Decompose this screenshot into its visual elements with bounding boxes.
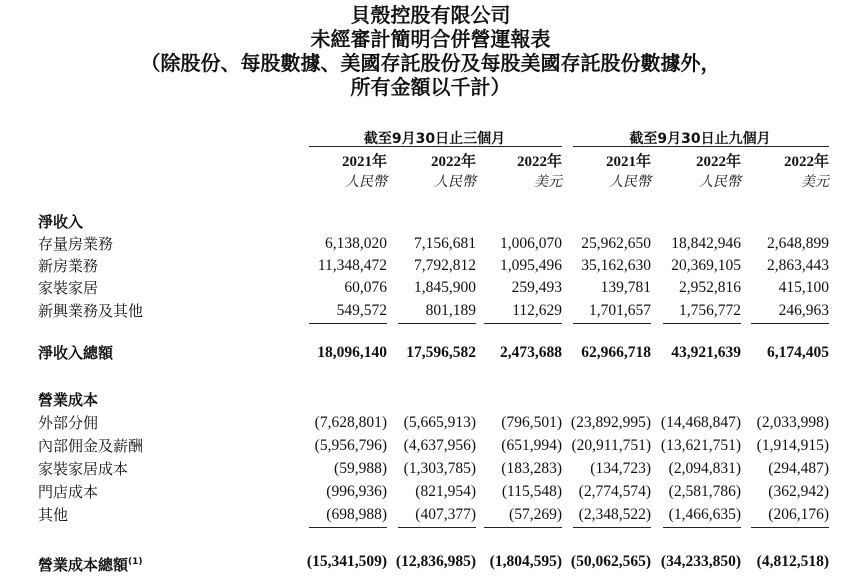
table-cell: (57,269) (509, 506, 562, 523)
table-cell: (4,812,518) (756, 553, 829, 570)
table-cell: (2,094,831) (668, 460, 741, 477)
table-cell: 1,845,900 (414, 279, 476, 296)
subtotal-rule (751, 527, 829, 528)
table-cell: 20,369,105 (671, 257, 741, 274)
column-year: 2022年 (783, 154, 829, 170)
table-cell: 17,596,582 (406, 344, 476, 361)
subtotal-rule (663, 323, 741, 324)
row-label (38, 234, 113, 254)
table-cell: (362,942) (768, 483, 829, 500)
table-cell: 1,095,496 (500, 257, 562, 274)
column-currency: 人民幣 (345, 174, 387, 190)
table-cell: 25,962,650 (581, 235, 651, 252)
table-cell: 1,756,772 (679, 302, 741, 319)
table-cell: (407,377) (415, 506, 476, 523)
column-currency: 美元 (801, 174, 829, 190)
table-cell: (14,468,847) (660, 414, 741, 431)
table-cell: 35,162,630 (581, 257, 651, 274)
table-cell: (7,628,801) (314, 414, 387, 431)
table-cell: 6,138,020 (325, 235, 387, 252)
table-cell: (134,723) (590, 460, 651, 477)
table-cell: (5,665,913) (403, 414, 476, 431)
row-label (38, 436, 143, 456)
footnote-marker: (1) (128, 557, 143, 567)
row-label-text: 外部分佣 (38, 414, 99, 432)
column-currency: 美元 (534, 174, 562, 190)
column-currency: 人民幣 (609, 174, 651, 190)
row-label-text: 其他 (38, 506, 69, 524)
column-year: 2022年 (516, 154, 562, 170)
subtotal-rule (484, 527, 562, 528)
subtotal-rule (398, 527, 476, 528)
period-header: 截至9月30日止九個月 (629, 131, 771, 147)
table-cell: (20,911,751) (571, 437, 651, 454)
period-header: 截至9月30日止三個月 (363, 131, 506, 147)
table-cell: (1,914,915) (756, 437, 829, 454)
row-label-text: 淨收入 (38, 213, 84, 231)
table-cell: (2,774,574) (578, 483, 651, 500)
subtotal-rule (309, 527, 387, 528)
row-label-text: 淨收入總額 (38, 344, 114, 362)
row-label-text: 門店成本 (38, 483, 99, 501)
table-cell: (2,348,522) (578, 506, 651, 523)
table-cell: 1,701,657 (589, 302, 651, 319)
table-cell: 139,781 (600, 279, 651, 296)
table-cell: 6,174,405 (767, 344, 829, 361)
row-label (38, 505, 68, 525)
row-label (38, 413, 98, 433)
table-cell: (34,233,850) (660, 553, 741, 570)
table-cell: (206,176) (768, 506, 829, 523)
subtotal-rule (751, 323, 829, 324)
table-cell: 415,100 (778, 279, 829, 296)
row-label (38, 256, 98, 276)
table-cell: 2,473,688 (500, 344, 562, 361)
table-cell: (1,466,635) (668, 506, 741, 523)
table-cell: 549,572 (336, 302, 387, 319)
period-underline (309, 146, 562, 147)
table-cell: 2,863,443 (767, 257, 829, 274)
table-cell: 259,493 (511, 279, 562, 296)
table-cell: (1,303,785) (403, 460, 476, 477)
table-cell: (115,548) (501, 483, 562, 500)
statement-name: 未經審計簡明合併營運報表 (310, 27, 551, 51)
table-cell: 2,952,816 (679, 279, 741, 296)
subtotal-rule (484, 323, 562, 324)
row-label (38, 552, 143, 575)
table-cell: (996,936) (326, 483, 387, 500)
period-underline (573, 146, 829, 147)
column-currency: 人民幣 (699, 174, 741, 190)
row-label-text: 新房業務 (38, 257, 99, 275)
column-currency: 人民幣 (434, 174, 476, 190)
table-cell: 2,648,899 (767, 235, 829, 252)
table-cell: 801,189 (425, 302, 476, 319)
table-cell: 112,629 (512, 302, 562, 319)
row-label-text: 存量房業務 (38, 235, 114, 253)
table-cell: (50,062,565) (570, 553, 651, 570)
table-cell: 62,966,718 (581, 344, 651, 361)
subtotal-rule (398, 323, 476, 324)
table-cell: (1,804,595) (489, 553, 562, 570)
table-cell: 246,963 (778, 302, 829, 319)
row-label-text: 家裝家居 (38, 279, 99, 297)
table-cell: 7,792,812 (414, 257, 476, 274)
row-label-text: 營業成本總額 (38, 556, 129, 574)
subtotal-rule (573, 527, 651, 528)
table-cell: 18,096,140 (317, 344, 387, 361)
table-cell: 7,156,681 (414, 235, 476, 252)
row-label-text: 營業成本 (38, 391, 99, 409)
column-year: 2022年 (430, 154, 476, 170)
column-year: 2022年 (695, 154, 741, 170)
table-cell: (796,501) (501, 414, 562, 431)
row-label (38, 212, 83, 232)
row-label-text: 內部佣金及薪酬 (38, 437, 144, 455)
row-label-text: 家裝家居成本 (38, 460, 129, 478)
table-cell: 43,921,639 (671, 344, 741, 361)
table-cell: (698,988) (326, 506, 387, 523)
row-label (38, 301, 143, 321)
column-year: 2021年 (341, 154, 387, 170)
table-cell: (23,892,995) (570, 414, 651, 431)
subtotal-rule (309, 323, 387, 324)
table-cell: (2,581,786) (668, 483, 741, 500)
subtotal-rule (663, 527, 741, 528)
row-label (38, 390, 98, 410)
row-label (38, 459, 128, 479)
statement-note-line2: 所有金額以千計） (350, 75, 511, 99)
table-cell: (4,637,956) (403, 437, 476, 454)
table-cell: (821,954) (415, 483, 476, 500)
table-cell: (5,956,796) (314, 437, 387, 454)
table-cell: (15,341,509) (306, 553, 387, 570)
subtotal-rule (573, 323, 651, 324)
company-name: 貝殼控股有限公司 (350, 3, 511, 27)
table-cell: 1,006,070 (500, 235, 562, 252)
row-label (38, 482, 98, 502)
table-cell: 11,348,472 (317, 257, 387, 274)
table-cell: (651,994) (501, 437, 562, 454)
table-cell: (2,033,998) (756, 414, 829, 431)
table-cell: (12,836,985) (395, 553, 476, 570)
row-label (38, 278, 98, 298)
row-label (38, 343, 113, 363)
table-cell: (59,988) (334, 460, 387, 477)
table-cell: (13,621,751) (660, 437, 741, 454)
table-cell: 60,076 (344, 279, 387, 296)
row-label-text: 新興業務及其他 (38, 302, 144, 320)
column-year: 2021年 (605, 154, 651, 170)
table-cell: (183,283) (501, 460, 562, 477)
table-cell: (294,487) (768, 460, 829, 477)
statement-note-line1: （除股份、每股數據、美國存託股份及每股美國存託股份數據外， (140, 51, 721, 75)
table-cell: 18,842,946 (671, 235, 741, 252)
